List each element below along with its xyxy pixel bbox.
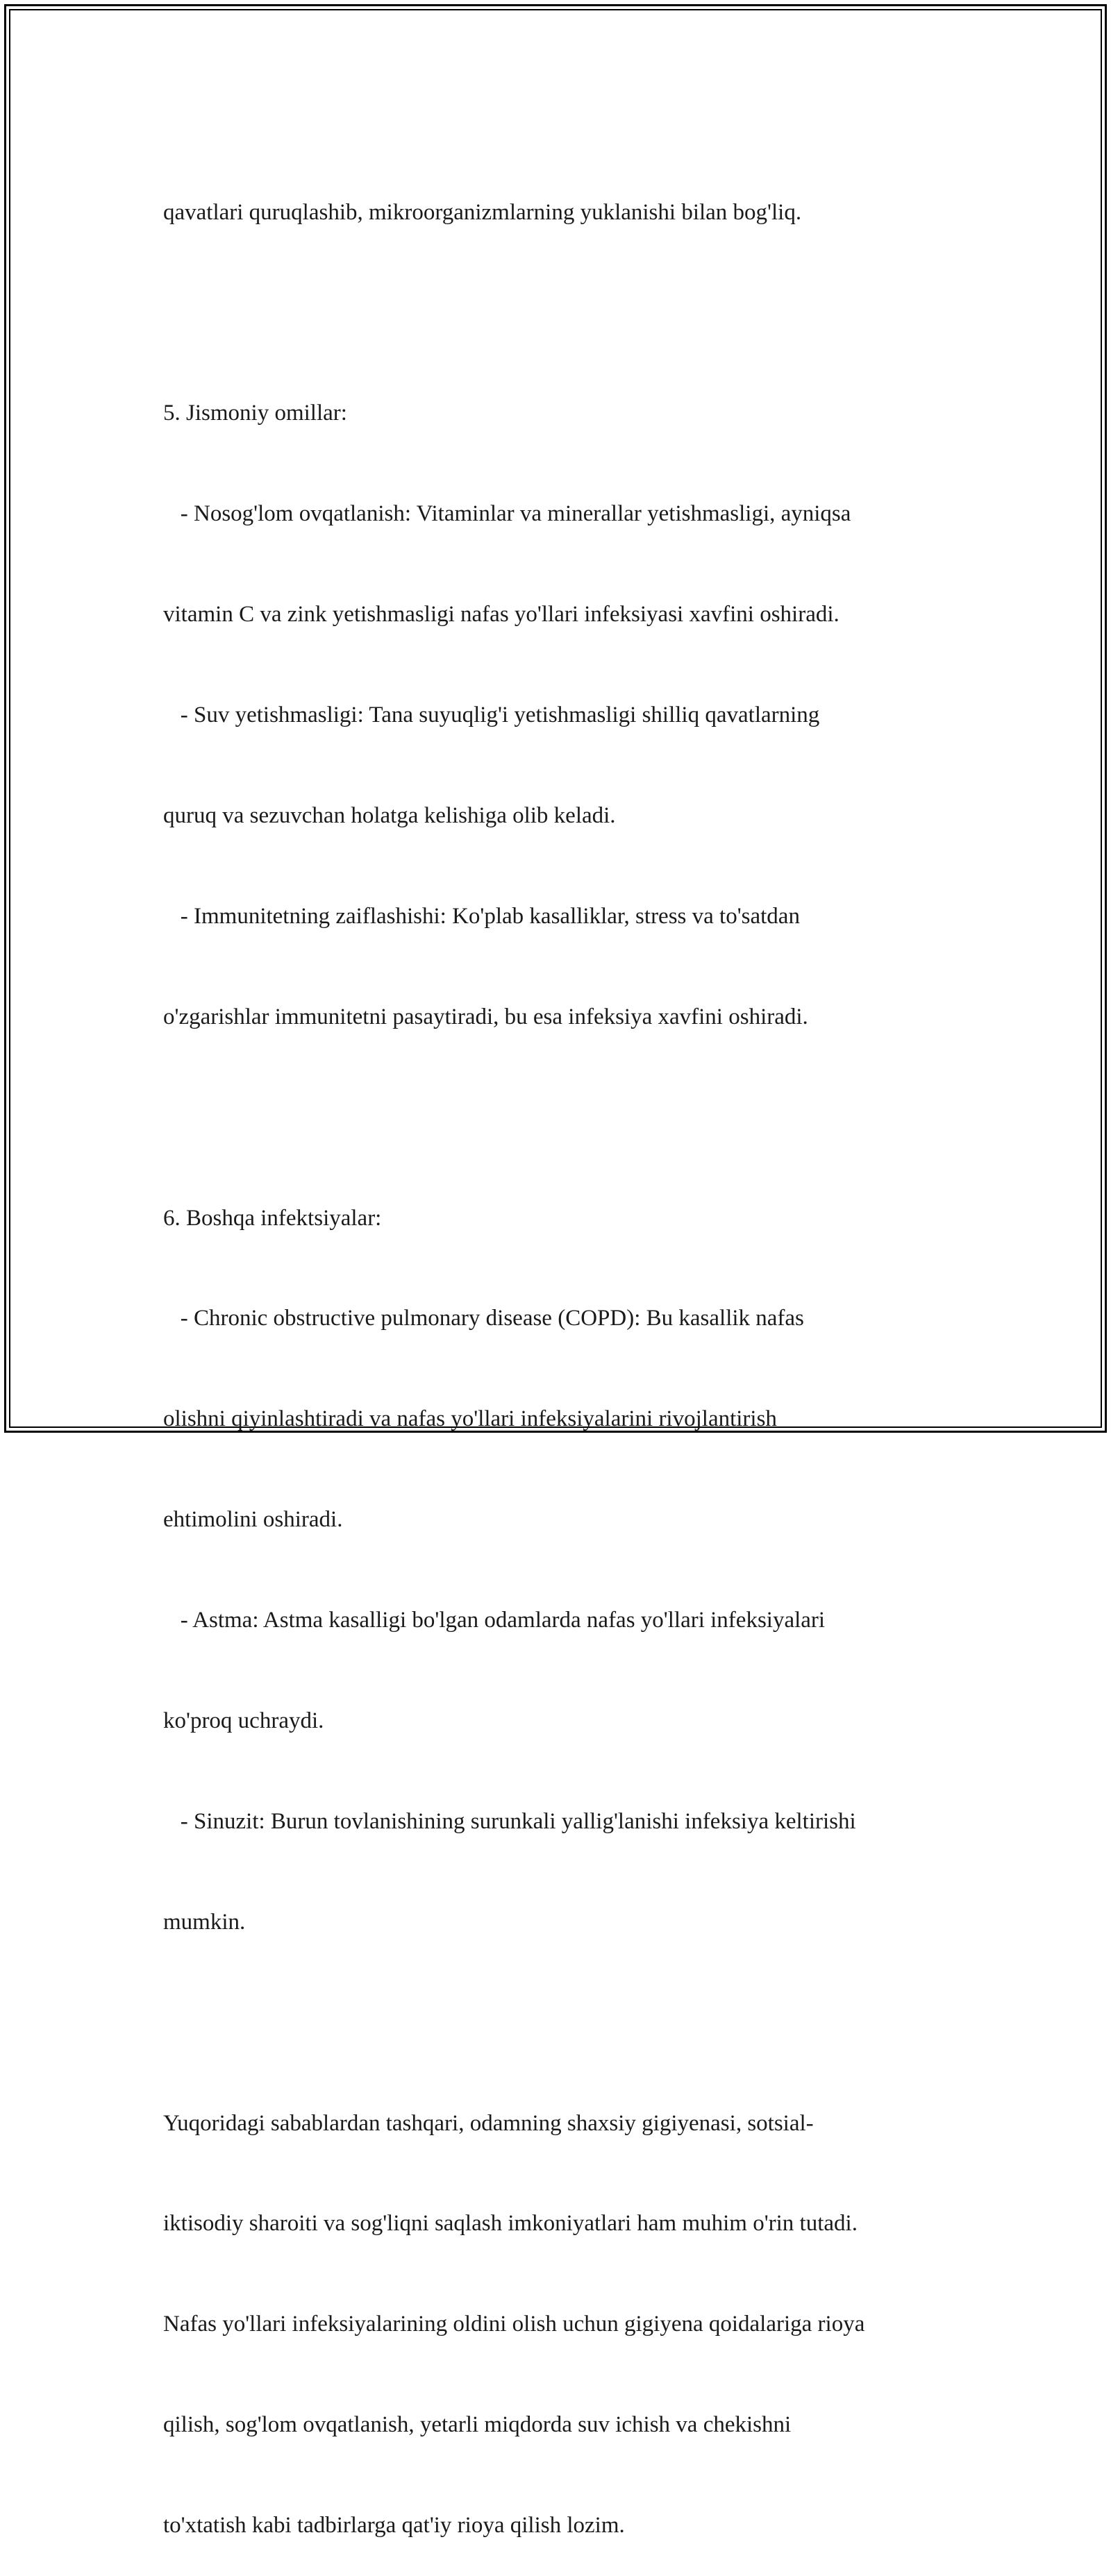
text-line: ko'proq uchraydi. [163,1708,324,1733]
list-item-line: - Nosog'lom ovqatlanish: Vitaminlar va minerallar yetishmasligi, ayniqsa [163,501,851,527]
text-line: quruq va sezuvchan holatga kelishiga olib keladi. [163,802,616,828]
paragraph-line: Yuqoridagi sabablardan tashqari, odamning shaxsiy gigiyenasi, sotsial- [163,2110,814,2136]
section-heading: 5. Jismoniy omillar: [163,401,347,426]
text-line: ehtimolini oshiradi. [163,1507,343,1533]
paragraph-line: Nafas yo'llari infeksiyalarining oldini olish uchun gigiyena qoidalariga rioya [163,2312,865,2337]
blank-line [163,2006,955,2039]
list-item-line: - Sinuzit: Burun tovlanishining surunkali yallig'lanishi infeksiya keltirishi [163,1808,856,1834]
list-item-line: - Suv yetishmasligi: Tana suyuqlig'i yetishmasligi shilliq qavatlarning [163,702,820,728]
list-item-line: - Immunitetning zaiflashishi: Ko'plab kasalliklar, stress va to'satdan [163,903,800,929]
paragraph-line: qilish, sog'lom ovqatlanish, yetarli miqdorda suv ichish va chekishni [163,2412,792,2438]
text-line: o'zgarishlar immunitetni pasaytiradi, bu esa infeksiya xavfini oshiradi. [163,1004,808,1029]
section-heading: 6. Boshqa infektsiyalar: [163,1205,382,1231]
blank-line [163,296,955,329]
text-line: qavatlari quruqlashib, mikroorganizmlarning yuklanishi bilan bog'liq. [163,199,802,225]
text-line: olishni qiyinlashtiradi va nafas yo'llari infeksiyalarini rivojlantirish [163,1406,777,1432]
document-body [163,128,955,2576]
text-line: vitamin C va zink yetishmasligi nafas yo'llari infeksiyasi xavfini oshiradi. [163,602,839,628]
paragraph-line: to'xtatish kabi tadbirlarga qat'iy rioya qilish lozim. [163,2513,625,2539]
list-item-line: - Chronic obstructive pulmonary disease (COPD): Bu kasallik nafas [163,1306,804,1331]
list-item-line: - Astma: Astma kasalligi bo'lgan odamlarda nafas yo'llari infeksiyalari [163,1608,826,1633]
text-line: mumkin. [163,1909,246,1935]
blank-line [163,1101,955,1134]
paragraph-line: iktisodiy sharoiti va sog'liqni saqlash imkoniyatlari ham muhim o'rin tutadi. [163,2211,858,2237]
